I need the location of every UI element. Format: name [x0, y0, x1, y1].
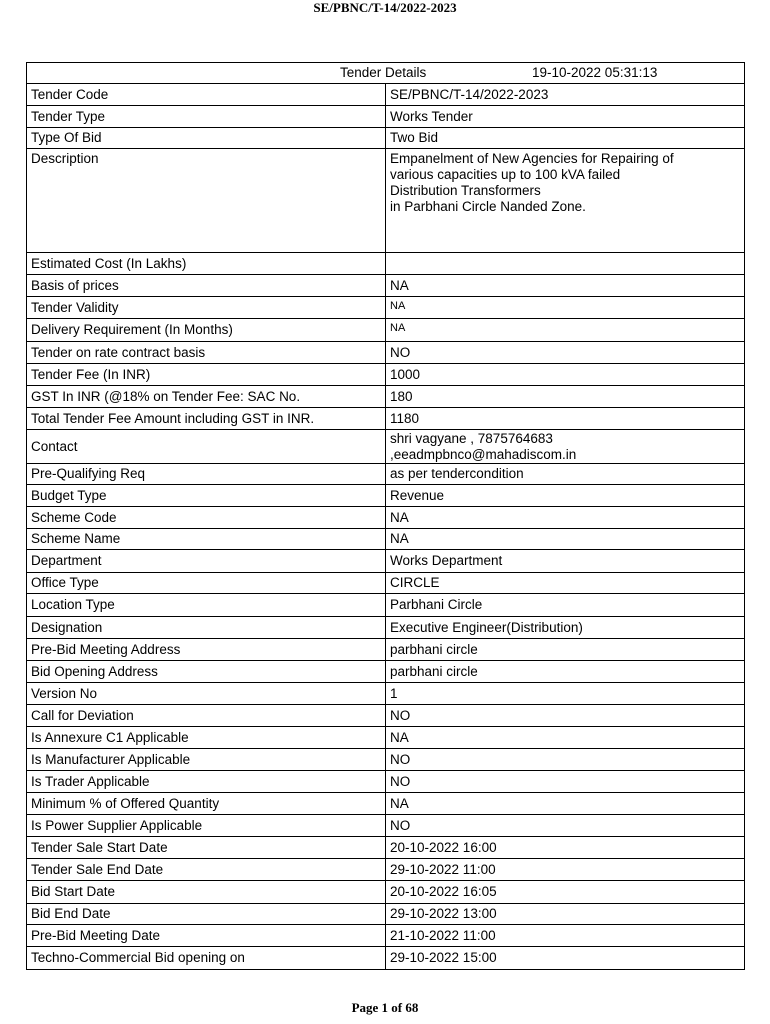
- table-row: [27, 925, 745, 947]
- row-value: as per tendercondition: [386, 464, 745, 485]
- row-value: NO: [386, 342, 745, 364]
- value-line: various capacities up to 100 kVA failed: [390, 167, 621, 182]
- table-row: [27, 947, 745, 970]
- row-label: Techno-Commercial Bid opening on: [27, 947, 386, 970]
- row-label: Department: [27, 550, 386, 573]
- row-value: 29-10-2022 13:00: [386, 904, 745, 925]
- table-row: [27, 881, 745, 904]
- row-value: 1: [386, 683, 745, 705]
- table-row: [27, 464, 745, 485]
- table-row: [27, 106, 745, 128]
- row-label: Location Type: [27, 594, 386, 617]
- table-row: [27, 749, 745, 771]
- row-value: 21-10-2022 11:00: [386, 925, 745, 947]
- table-row: [27, 386, 745, 408]
- row-value: CIRCLE: [386, 573, 745, 594]
- table-row: [27, 683, 745, 705]
- row-label: Bid End Date: [27, 904, 386, 925]
- row-label: Bid Start Date: [27, 881, 386, 904]
- table-timestamp: 19-10-2022 05:31:13: [532, 65, 658, 80]
- row-label: Is Manufacturer Applicable: [27, 749, 386, 771]
- row-label: Tender Sale End Date: [27, 859, 386, 881]
- row-value: parbhani circle: [386, 661, 745, 683]
- row-value: [386, 430, 745, 464]
- row-value: 20-10-2022 16:00: [386, 837, 745, 859]
- table-row: [27, 550, 745, 573]
- table-row: [27, 793, 745, 815]
- row-value: NO: [386, 749, 745, 771]
- row-label: Total Tender Fee Amount including GST in INR.: [27, 408, 386, 430]
- table-row: [27, 837, 745, 859]
- row-label: Description: [27, 149, 386, 253]
- table-row: [27, 297, 745, 319]
- table-row: [27, 84, 745, 106]
- table-row: [27, 529, 745, 550]
- table-row: [27, 342, 745, 364]
- row-value: [386, 253, 745, 275]
- row-label: Contact: [27, 430, 386, 464]
- row-label: Pre-Bid Meeting Address: [27, 639, 386, 661]
- row-value: 29-10-2022 11:00: [386, 859, 745, 881]
- value-line: shri vagyane , 7875764683: [390, 430, 553, 446]
- table-row: [27, 904, 745, 925]
- row-value: NA: [386, 297, 745, 319]
- row-label: Tender Sale Start Date: [27, 837, 386, 859]
- table-row: [27, 727, 745, 749]
- row-label: Scheme Name: [27, 529, 386, 550]
- table-row: [27, 430, 745, 464]
- row-value: NO: [386, 705, 745, 727]
- table-row: [27, 639, 745, 661]
- row-value: Revenue: [386, 485, 745, 507]
- row-label: Office Type: [27, 573, 386, 594]
- table-row: [27, 859, 745, 881]
- table-row: [27, 364, 745, 386]
- row-value: 20-10-2022 16:05: [386, 881, 745, 904]
- row-value: Works Department: [386, 550, 745, 573]
- row-label: Budget Type: [27, 485, 386, 507]
- row-label: Bid Opening Address: [27, 661, 386, 683]
- table-row: [27, 771, 745, 793]
- row-label: Tender Type: [27, 106, 386, 128]
- table-row: [27, 485, 745, 507]
- table-row: [27, 594, 745, 617]
- row-value: Works Tender: [386, 106, 745, 128]
- table-row: [27, 319, 745, 342]
- row-label: Delivery Requirement (In Months): [27, 319, 386, 342]
- row-value: 29-10-2022 15:00: [386, 947, 745, 970]
- row-value: [386, 149, 745, 253]
- table-row: [27, 128, 745, 149]
- table-row: [27, 275, 745, 297]
- row-label: Version No: [27, 683, 386, 705]
- table-row: [27, 617, 745, 639]
- row-value: 1000: [386, 364, 745, 386]
- row-label: Minimum % of Offered Quantity: [27, 793, 386, 815]
- row-label: Pre-Qualifying Req: [27, 464, 386, 485]
- row-value: NA: [386, 529, 745, 550]
- row-label: Tender Fee (In INR): [27, 364, 386, 386]
- row-value: Parbhani Circle: [386, 594, 745, 617]
- document-header: SE/PBNC/T-14/2022-2023: [313, 0, 457, 15]
- row-label: Pre-Bid Meeting Date: [27, 925, 386, 947]
- table-row: [27, 661, 745, 683]
- table-row: [27, 149, 745, 253]
- table-row: [27, 705, 745, 727]
- row-value: NA: [386, 727, 745, 749]
- table-title: Tender Details: [340, 65, 427, 80]
- row-value: NA: [386, 507, 745, 529]
- row-label: Basis of prices: [27, 275, 386, 297]
- table-row: [27, 408, 745, 430]
- value-line: Distribution Transformers: [390, 183, 541, 198]
- value-line: in Parbhani Circle Nanded Zone.: [390, 199, 586, 214]
- row-label: Is Power Supplier Applicable: [27, 815, 386, 837]
- row-label: Tender Validity: [27, 297, 386, 319]
- row-value: SE/PBNC/T-14/2022-2023: [386, 84, 745, 106]
- row-value: NO: [386, 815, 745, 837]
- value-line: Empanelment of New Agencies for Repairing of: [390, 151, 674, 166]
- row-label: Estimated Cost (In Lakhs): [27, 253, 386, 275]
- value-line: ,eeadmpbnco@mahadiscom.in: [390, 446, 577, 462]
- table-row: [27, 573, 745, 594]
- tender-details-table: [26, 62, 745, 970]
- row-value: parbhani circle: [386, 639, 745, 661]
- row-value: NA: [386, 793, 745, 815]
- table-row: [27, 253, 745, 275]
- row-value: 1180: [386, 408, 745, 430]
- row-label: Tender Code: [27, 84, 386, 106]
- row-value: NA: [386, 319, 745, 342]
- row-value: 180: [386, 386, 745, 408]
- row-value: NO: [386, 771, 745, 793]
- row-value: Executive Engineer(Distribution): [386, 617, 745, 639]
- table-row: [27, 507, 745, 529]
- row-label: Tender on rate contract basis: [27, 342, 386, 364]
- row-label: Is Annexure C1 Applicable: [27, 727, 386, 749]
- row-label: Type Of Bid: [27, 128, 386, 149]
- table-row: [27, 815, 745, 837]
- row-label: Designation: [27, 617, 386, 639]
- row-value: NA: [386, 275, 745, 297]
- row-label: GST In INR (@18% on Tender Fee: SAC No.: [27, 386, 386, 408]
- row-value: Two Bid: [386, 128, 745, 149]
- table-header-row: [27, 63, 745, 84]
- row-label: Scheme Code: [27, 507, 386, 529]
- page-number: Page 1 of 68: [351, 1000, 419, 1015]
- row-label: Is Trader Applicable: [27, 771, 386, 793]
- row-label: Call for Deviation: [27, 705, 386, 727]
